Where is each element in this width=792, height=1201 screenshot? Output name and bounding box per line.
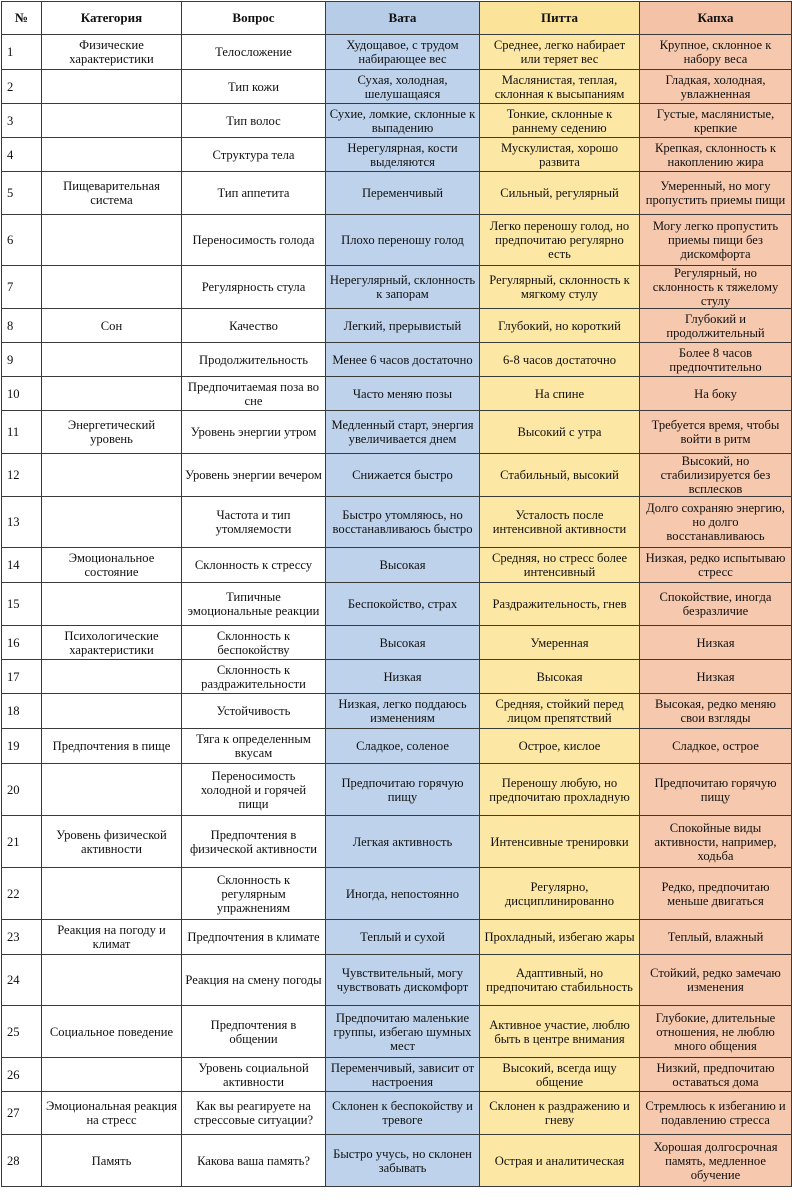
cell-kapha: Густые, маслянистые, крепкие — [640, 104, 792, 138]
table-row — [2, 694, 792, 729]
cell-kapha: Низкая — [640, 626, 792, 660]
cell-question: Уровень социальной активности — [182, 1058, 326, 1092]
cell-category — [42, 764, 182, 816]
cell-vata: Медленный старт, энергия увеличивается днем — [326, 411, 480, 454]
table-row — [2, 583, 792, 626]
table-row — [2, 1058, 792, 1092]
table-row — [2, 309, 792, 343]
cell-category: Физические характеристики — [42, 35, 182, 70]
cell-pitta: Сильный, регулярный — [480, 172, 640, 215]
cell-num: 6 — [2, 215, 42, 266]
table-row — [2, 920, 792, 955]
cell-num: 19 — [2, 729, 42, 764]
table-row — [2, 343, 792, 377]
cell-vata: Низкая, легко поддаюсь изменениям — [326, 694, 480, 729]
cell-num: 22 — [2, 868, 42, 920]
cell-kapha: Крепкая, склонность к накоплению жира — [640, 138, 792, 172]
cell-pitta: Активное участие, люблю быть в центре внимания — [480, 1006, 640, 1058]
cell-num: 13 — [2, 497, 42, 548]
cell-pitta: Глубокий, но короткий — [480, 309, 640, 343]
cell-kapha: Хорошая долгосрочная память, медленное обучение — [640, 1135, 792, 1187]
cell-pitta: Умеренная — [480, 626, 640, 660]
cell-kapha: Низкая — [640, 660, 792, 694]
cell-question: Предпочтения в общении — [182, 1006, 326, 1058]
cell-pitta: Средняя, но стресс более интенсивный — [480, 548, 640, 583]
cell-question: Реакция на смену погоды — [182, 955, 326, 1006]
cell-num: 20 — [2, 764, 42, 816]
cell-num: 16 — [2, 626, 42, 660]
header-category: Категория — [42, 2, 182, 35]
cell-vata: Быстро учусь, но склонен забывать — [326, 1135, 480, 1187]
cell-kapha: Высокая, редко меняю свои взгляды — [640, 694, 792, 729]
cell-question: Типичные эмоциональные реакции — [182, 583, 326, 626]
cell-vata: Высокая — [326, 626, 480, 660]
cell-num: 26 — [2, 1058, 42, 1092]
cell-pitta: Регулярно, дисциплинированно — [480, 868, 640, 920]
cell-num: 7 — [2, 266, 42, 309]
cell-pitta: Среднее, легко набирает или теряет вес — [480, 35, 640, 70]
cell-category — [42, 215, 182, 266]
cell-num: 17 — [2, 660, 42, 694]
cell-num: 9 — [2, 343, 42, 377]
cell-kapha: Умеренный, но могу пропустить приемы пищи — [640, 172, 792, 215]
cell-vata: Сухие, ломкие, склонные к выпадению — [326, 104, 480, 138]
cell-kapha: Стремлюсь к избеганию и подавлению стресса — [640, 1092, 792, 1135]
cell-pitta: Адаптивный, но предпочитаю стабильность — [480, 955, 640, 1006]
table-row — [2, 104, 792, 138]
cell-kapha: Глубокий и продолжительный — [640, 309, 792, 343]
cell-question: Тяга к определенным вкусам — [182, 729, 326, 764]
cell-pitta: Легко переношу голод, но предпочитаю регулярно есть — [480, 215, 640, 266]
cell-question: Устойчивость — [182, 694, 326, 729]
cell-question: Продолжительность — [182, 343, 326, 377]
cell-num: 18 — [2, 694, 42, 729]
cell-pitta: Регулярный, склонность к мягкому стулу — [480, 266, 640, 309]
cell-question: Предпочитаемая поза во сне — [182, 377, 326, 411]
cell-vata: Переменчивый, зависит от настроения — [326, 1058, 480, 1092]
table-row — [2, 868, 792, 920]
cell-vata: Высокая — [326, 548, 480, 583]
table-row — [2, 816, 792, 868]
cell-category: Сон — [42, 309, 182, 343]
cell-category: Память — [42, 1135, 182, 1187]
cell-category: Эмоциональное состояние — [42, 548, 182, 583]
table-row — [2, 764, 792, 816]
cell-vata: Сладкое, соленое — [326, 729, 480, 764]
cell-pitta: Склонен к раздражению и гневу — [480, 1092, 640, 1135]
cell-question: Какова ваша память? — [182, 1135, 326, 1187]
table-row — [2, 411, 792, 454]
cell-kapha: Редко, предпочитаю меньше двигаться — [640, 868, 792, 920]
cell-category: Уровень физической активности — [42, 816, 182, 868]
table-row — [2, 729, 792, 764]
cell-pitta: Высокий, всегда ищу общение — [480, 1058, 640, 1092]
cell-vata: Иногда, непостоянно — [326, 868, 480, 920]
dosha-table — [1, 1, 792, 1187]
cell-category — [42, 343, 182, 377]
cell-category — [42, 694, 182, 729]
cell-question: Тип волос — [182, 104, 326, 138]
table-row — [2, 172, 792, 215]
table-row — [2, 138, 792, 172]
table-row — [2, 215, 792, 266]
cell-vata: Переменчивый — [326, 172, 480, 215]
cell-category — [42, 583, 182, 626]
cell-num: 4 — [2, 138, 42, 172]
header-vata: Вата — [326, 2, 480, 35]
cell-pitta: Раздражительность, гнев — [480, 583, 640, 626]
cell-category — [42, 70, 182, 104]
cell-question: Склонность к раздражительности — [182, 660, 326, 694]
table-row — [2, 454, 792, 497]
cell-vata: Плохо переношу голод — [326, 215, 480, 266]
table-row — [2, 548, 792, 583]
cell-num: 14 — [2, 548, 42, 583]
cell-pitta: Высокая — [480, 660, 640, 694]
cell-kapha: Могу легко пропустить приемы пищи без дискомфорта — [640, 215, 792, 266]
cell-question: Уровень энергии вечером — [182, 454, 326, 497]
cell-pitta: Острое, кислое — [480, 729, 640, 764]
cell-question: Переносимость холодной и горячей пищи — [182, 764, 326, 816]
table-row — [2, 1092, 792, 1135]
cell-category — [42, 868, 182, 920]
table-row — [2, 70, 792, 104]
table-row — [2, 1006, 792, 1058]
cell-category — [42, 454, 182, 497]
cell-question: Переносимость голода — [182, 215, 326, 266]
cell-category: Предпочтения в пище — [42, 729, 182, 764]
cell-vata: Снижается быстро — [326, 454, 480, 497]
cell-num: 27 — [2, 1092, 42, 1135]
cell-num: 23 — [2, 920, 42, 955]
cell-vata: Низкая — [326, 660, 480, 694]
cell-category: Социальное поведение — [42, 1006, 182, 1058]
cell-kapha: Крупное, склонное к набору веса — [640, 35, 792, 70]
cell-num: 2 — [2, 70, 42, 104]
cell-vata: Предпочитаю маленькие группы, избегаю шумных мест — [326, 1006, 480, 1058]
cell-question: Качество — [182, 309, 326, 343]
cell-question: Тип аппетита — [182, 172, 326, 215]
cell-pitta: Усталость после интенсивной активности — [480, 497, 640, 548]
cell-vata: Легкая активность — [326, 816, 480, 868]
cell-vata: Нерегулярная, кости выделяются — [326, 138, 480, 172]
cell-kapha: Низкая, редко испытываю стресс — [640, 548, 792, 583]
cell-kapha: Более 8 часов предпочтительно — [640, 343, 792, 377]
cell-kapha: Спокойные виды активности, например, ходьба — [640, 816, 792, 868]
cell-pitta: Прохладный, избегаю жары — [480, 920, 640, 955]
cell-pitta: Тонкие, склонные к раннему седению — [480, 104, 640, 138]
cell-num: 24 — [2, 955, 42, 1006]
cell-num: 28 — [2, 1135, 42, 1187]
cell-pitta: 6-8 часов достаточно — [480, 343, 640, 377]
cell-num: 5 — [2, 172, 42, 215]
cell-vata: Худощавое, с трудом набирающее вес — [326, 35, 480, 70]
cell-kapha: Спокойствие, иногда безразличие — [640, 583, 792, 626]
cell-kapha: Требуется время, чтобы войти в ритм — [640, 411, 792, 454]
cell-num: 11 — [2, 411, 42, 454]
cell-vata: Нерегулярный, склонность к запорам — [326, 266, 480, 309]
cell-vata: Быстро утомляюсь, но восстанавливаюсь быстро — [326, 497, 480, 548]
cell-kapha: На боку — [640, 377, 792, 411]
table-row — [2, 1135, 792, 1187]
cell-pitta: Переношу любую, но предпочитаю прохладную — [480, 764, 640, 816]
cell-kapha: Теплый, влажный — [640, 920, 792, 955]
cell-category — [42, 266, 182, 309]
cell-kapha: Глубокие, длительные отношения, не люблю много общения — [640, 1006, 792, 1058]
cell-category — [42, 660, 182, 694]
cell-category — [42, 138, 182, 172]
cell-question: Предпочтения в физической активности — [182, 816, 326, 868]
cell-question: Как вы реагируете на стрессовые ситуации? — [182, 1092, 326, 1135]
cell-category: Эмоциональная реакция на стресс — [42, 1092, 182, 1135]
cell-pitta: Интенсивные тренировки — [480, 816, 640, 868]
cell-question: Склонность к стрессу — [182, 548, 326, 583]
cell-category — [42, 104, 182, 138]
table-row — [2, 377, 792, 411]
cell-question: Склонность к регулярным упражнениям — [182, 868, 326, 920]
cell-pitta: Высокий с утра — [480, 411, 640, 454]
cell-num: 15 — [2, 583, 42, 626]
cell-category — [42, 1058, 182, 1092]
table-row — [2, 35, 792, 70]
cell-pitta: Мускулистая, хорошо развита — [480, 138, 640, 172]
cell-vata: Предпочитаю горячую пищу — [326, 764, 480, 816]
cell-question: Структура тела — [182, 138, 326, 172]
cell-pitta: Маслянистая, теплая, склонная к высыпаниям — [480, 70, 640, 104]
cell-vata: Чувствительный, могу чувствовать дискомфорт — [326, 955, 480, 1006]
cell-category — [42, 955, 182, 1006]
cell-num: 12 — [2, 454, 42, 497]
cell-vata: Менее 6 часов достаточно — [326, 343, 480, 377]
cell-num: 10 — [2, 377, 42, 411]
cell-category — [42, 497, 182, 548]
cell-num: 1 — [2, 35, 42, 70]
table-row — [2, 497, 792, 548]
cell-kapha: Сладкое, острое — [640, 729, 792, 764]
cell-vata: Сухая, холодная, шелушащаяся — [326, 70, 480, 104]
cell-pitta: Средняя, стойкий перед лицом препятствий — [480, 694, 640, 729]
cell-kapha: Высокий, но стабилизируется без всплесков — [640, 454, 792, 497]
cell-kapha: Стойкий, редко замечаю изменения — [640, 955, 792, 1006]
table-row — [2, 955, 792, 1006]
cell-question: Предпочтения в климате — [182, 920, 326, 955]
table-row — [2, 626, 792, 660]
cell-question: Частота и тип утомляемости — [182, 497, 326, 548]
cell-vata: Часто меняю позы — [326, 377, 480, 411]
table-row — [2, 266, 792, 309]
header-num: № — [2, 2, 42, 35]
cell-category: Психологические характеристики — [42, 626, 182, 660]
table-body — [2, 35, 792, 1187]
cell-question: Уровень энергии утром — [182, 411, 326, 454]
cell-pitta: Острая и аналитическая — [480, 1135, 640, 1187]
cell-question: Телосложение — [182, 35, 326, 70]
cell-kapha: Гладкая, холодная, увлажненная — [640, 70, 792, 104]
cell-question: Регулярность стула — [182, 266, 326, 309]
cell-kapha: Долго сохраняю энергию, но долго восстанавливаюсь — [640, 497, 792, 548]
header-kapha: Капха — [640, 2, 792, 35]
cell-vata: Теплый и сухой — [326, 920, 480, 955]
cell-pitta: Стабильный, высокий — [480, 454, 640, 497]
cell-num: 8 — [2, 309, 42, 343]
cell-kapha: Регулярный, но склонность к тяжелому стулу — [640, 266, 792, 309]
table-row — [2, 660, 792, 694]
cell-question: Склонность к беспокойству — [182, 626, 326, 660]
cell-category: Пищеварительная система — [42, 172, 182, 215]
cell-kapha: Предпочитаю горячую пищу — [640, 764, 792, 816]
cell-question: Тип кожи — [182, 70, 326, 104]
cell-vata: Склонен к беспокойству и тревоге — [326, 1092, 480, 1135]
cell-kapha: Низкий, предпочитаю оставаться дома — [640, 1058, 792, 1092]
cell-pitta: На спине — [480, 377, 640, 411]
header-question: Вопрос — [182, 2, 326, 35]
cell-category: Реакция на погоду и климат — [42, 920, 182, 955]
cell-vata: Беспокойство, страх — [326, 583, 480, 626]
cell-category — [42, 377, 182, 411]
cell-num: 21 — [2, 816, 42, 868]
header-pitta: Питта — [480, 2, 640, 35]
cell-vata: Легкий, прерывистый — [326, 309, 480, 343]
cell-num: 3 — [2, 104, 42, 138]
cell-num: 25 — [2, 1006, 42, 1058]
cell-category: Энергетический уровень — [42, 411, 182, 454]
table-header-row — [2, 2, 792, 35]
